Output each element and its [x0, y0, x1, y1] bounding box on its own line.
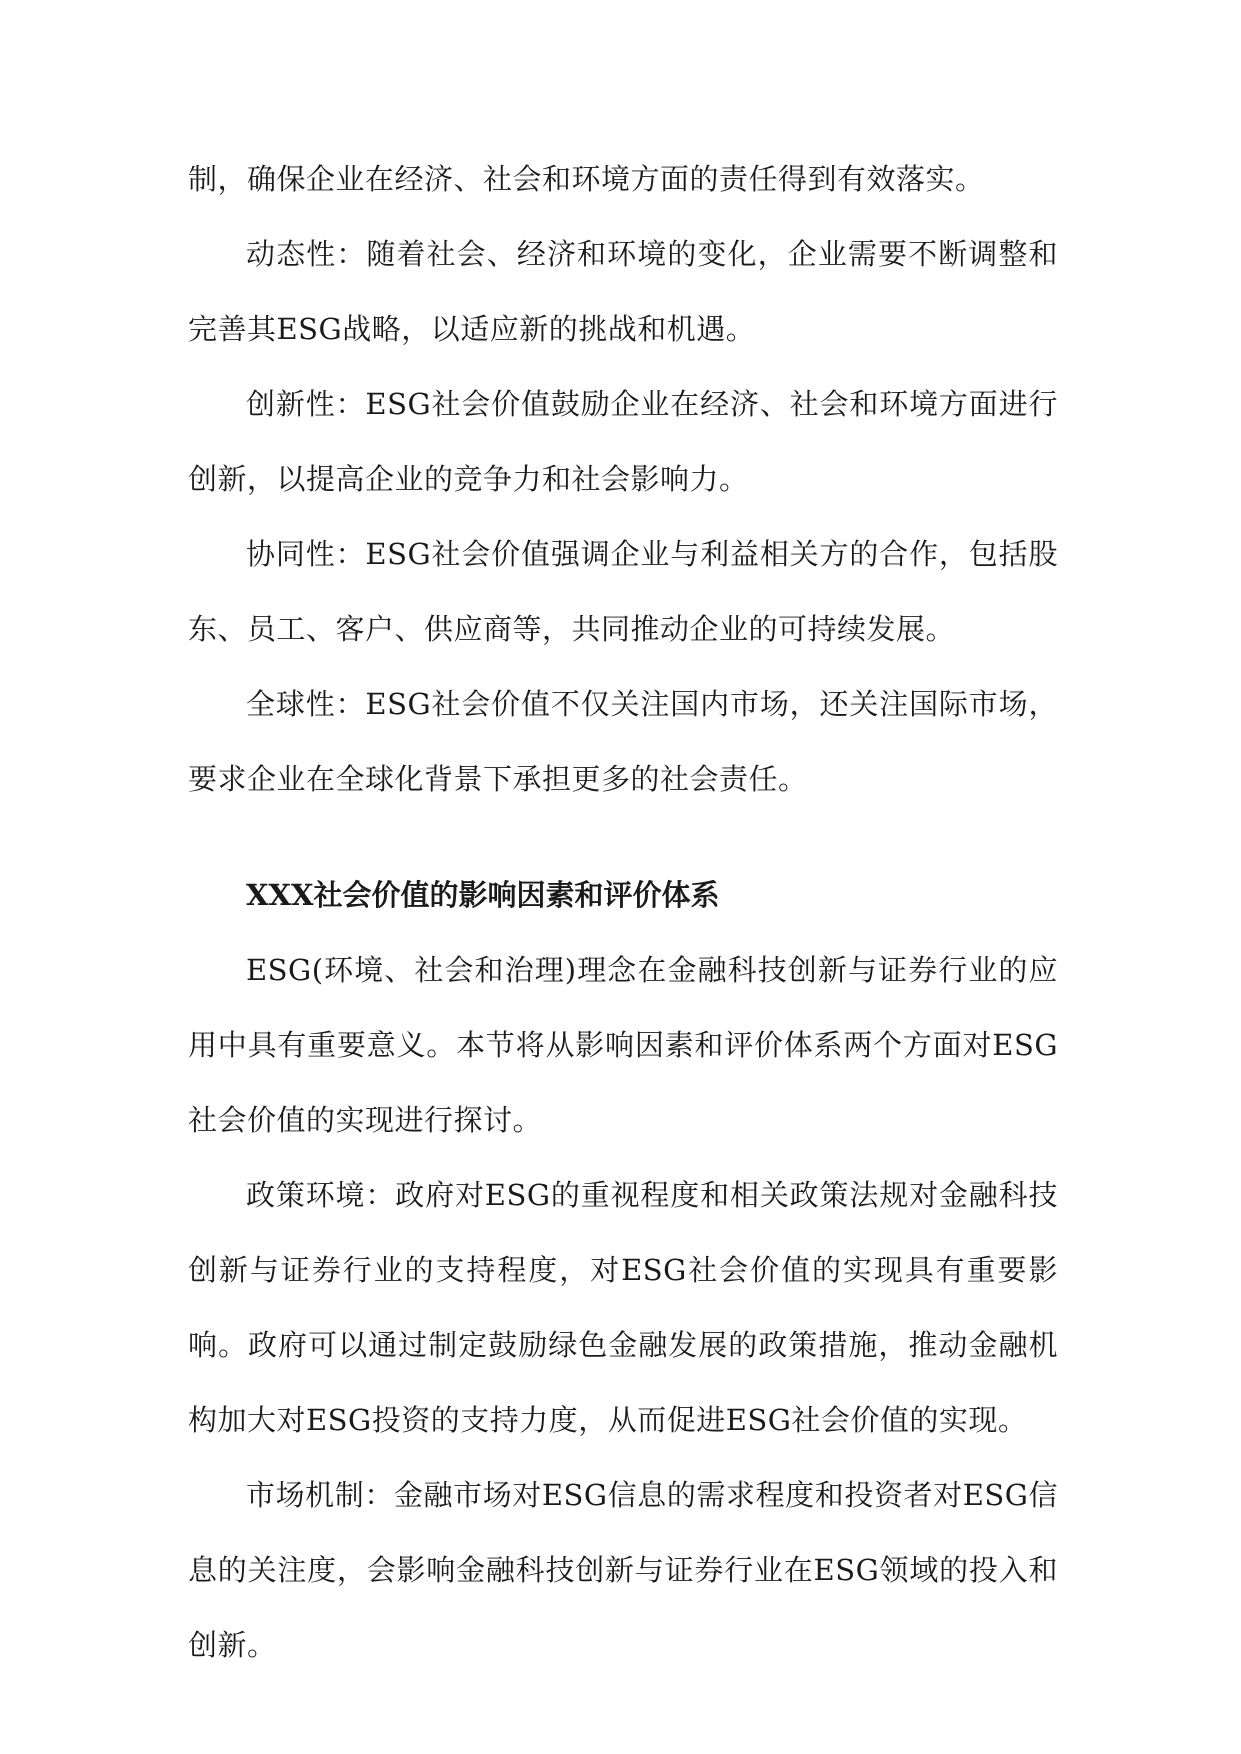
- paragraph-market: 市场机制：金融市场对ESG信息的需求程度和投资者对ESG信息的关注度，会影响金融科技创新与证券行业在ESG领域的投入和创新。: [188, 1478, 1058, 1662]
- paragraph-innovation: 创新性：ESG社会价值鼓励企业在经济、社会和环境方面进行创新，以提高企业的竞争力和社会影响力。: [188, 387, 1058, 496]
- paragraph-policy: 政策环境：政府对ESG的重视程度和相关政策法规对金融科技创新与证券行业的支持程度，对ESG社会价值的实现具有重要影响。政府可以通过制定鼓励绿色金融发展的政策措施，推动金融机构加大对ESG投资的支持力度，从而促进ESG社会价值的实现。: [188, 1178, 1058, 1437]
- document-body: [188, 142, 1058, 1683]
- paragraph-dynamic: 动态性：随着社会、经济和环境的变化，企业需要不断调整和完善其ESG战略，以适应新的挑战和机遇。: [188, 237, 1058, 346]
- paragraph-global: 全球性：ESG社会价值不仅关注国内市场，还关注国际市场，要求企业在全球化背景下承担更多的社会责任。: [188, 687, 1058, 796]
- paragraph-continuation: 制，确保企业在经济、社会和环境方面的责任得到有效落实。: [188, 162, 985, 196]
- section-heading: XXX社会价值的影响因素和评价体系: [246, 878, 720, 912]
- paragraph-intro: ESG(环境、社会和治理)理念在金融科技创新与证券行业的应用中具有重要意义。本节将从影响因素和评价体系两个方面对ESG社会价值的实现进行探讨。: [188, 953, 1058, 1137]
- paragraph-synergy: 协同性：ESG社会价值强调企业与利益相关方的合作，包括股东、员工、客户、供应商等，共同推动企业的可持续发展。: [188, 537, 1058, 646]
